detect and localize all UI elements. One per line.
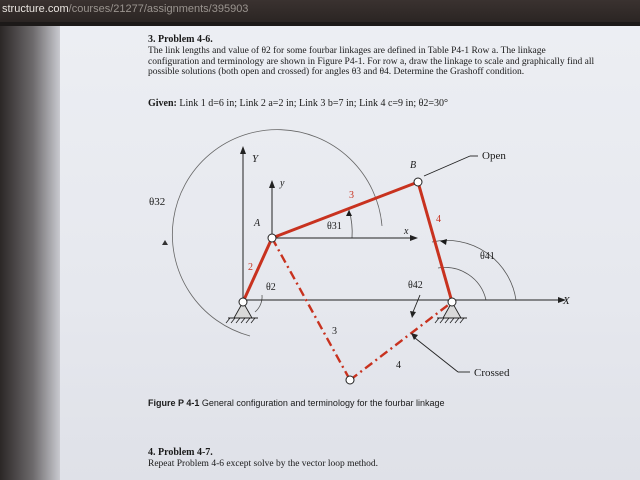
joint-B-crossed: [346, 376, 354, 384]
url-host: structure.com: [2, 3, 69, 15]
label-X: X: [563, 295, 570, 307]
label-link-3-open: 3: [349, 190, 354, 201]
arrow-theta31: [346, 210, 352, 216]
label-B: B: [410, 160, 417, 171]
axis-x-local-arrow: [410, 235, 418, 241]
label-Y: Y: [252, 153, 259, 165]
link-3-crossed: [272, 238, 350, 380]
arc-theta41: [432, 240, 516, 300]
label-A: A: [254, 218, 261, 229]
label-open: Open: [482, 150, 506, 162]
leader-crossed: [415, 338, 458, 372]
label-link-2: 2: [248, 262, 253, 273]
problem-4-7-heading: 4. Problem 4-7.: [148, 447, 213, 458]
link-3-open: [272, 182, 418, 238]
joint-B-open: [414, 178, 422, 186]
label-y: y: [280, 178, 285, 189]
label-link-4-crossed: 4: [396, 360, 401, 371]
problem-4-6-text: The link lengths and value of θ2 for some fourbar linkages are defined in Table P4-1 Row a. The linkage configuration and terminology are shown in Figure P4-1. For row a, draw the linkage to scale and graphically find all possible solutions (both open and crossed) for angles θ3 and θ4. Determine the Grashoff condition.: [148, 46, 595, 77]
axis-Y-arrow: [240, 146, 246, 154]
label-theta2: θ2: [266, 282, 276, 293]
label-x: x: [404, 226, 409, 237]
arc-theta32-arrow: [162, 240, 168, 245]
label-theta41: θ41: [480, 251, 495, 262]
link-4-open: [418, 182, 452, 302]
ground-pivot-o4: [435, 298, 467, 323]
link-4-crossed: [350, 302, 452, 380]
arrow-theta41: [440, 239, 447, 245]
ground-pivot-o2: [226, 298, 258, 323]
label-crossed: Crossed: [474, 367, 510, 379]
label-theta32: θ32: [149, 196, 166, 208]
arc-theta2: [255, 295, 262, 312]
problem-4-7-text: Repeat Problem 4-6 except solve by the vector loop method.: [148, 459, 379, 469]
joint-A: [268, 234, 276, 242]
label-link-3-crossed: 3: [332, 326, 337, 337]
label-theta42: θ42: [408, 280, 423, 291]
label-link-4-open: 4: [436, 214, 441, 225]
caption-text: General configuration and terminology for the fourbar linkage: [199, 398, 445, 408]
caption-prefix: Figure P 4-1: [148, 398, 200, 408]
figure-caption: [148, 398, 445, 408]
leader-open: [424, 156, 470, 176]
given-values: Link 1 d=6 in; Link 2 a=2 in; Link 3 b=7 in; Link 4 c=9 in; θ2=30°: [176, 98, 449, 109]
label-theta31: θ31: [327, 221, 342, 232]
given-label: Given:: [148, 98, 177, 109]
arc-theta42: [438, 267, 486, 300]
arc-theta32: [172, 130, 382, 336]
url-path: /courses/21277/assignments/395903: [68, 3, 249, 15]
axis-y-local-arrow: [269, 180, 275, 188]
problem-4-6-heading: 3. Problem 4-6.: [148, 34, 213, 45]
